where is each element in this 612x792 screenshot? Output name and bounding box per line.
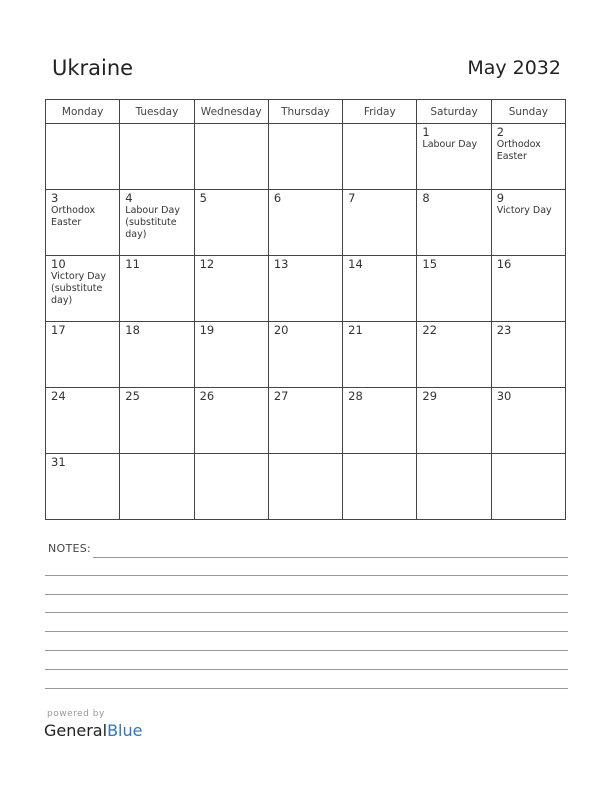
day-cell	[268, 454, 342, 520]
weekday-header: Wednesday	[194, 100, 268, 124]
holiday-label: Labour Day	[422, 139, 478, 150]
day-number: 12	[199, 257, 215, 271]
day-cell	[417, 256, 491, 322]
day-cell	[417, 322, 491, 388]
day-cell	[120, 388, 194, 454]
day-cell	[491, 322, 565, 388]
day-number: 25	[125, 389, 140, 403]
day-cell	[343, 388, 417, 454]
weekday-header: Friday	[343, 100, 417, 124]
day-number: 17	[51, 323, 66, 337]
day-number: 1	[422, 125, 430, 139]
note-line	[45, 612, 568, 613]
day-number: 23	[496, 323, 512, 337]
week-row	[46, 190, 566, 256]
day-cell	[120, 256, 194, 322]
weekday-header: Tuesday	[120, 100, 194, 124]
day-cell	[46, 124, 120, 190]
weekday-header: Sunday	[491, 100, 565, 124]
day-cell	[120, 322, 194, 388]
day-cell	[46, 256, 120, 322]
day-number: 6	[273, 191, 282, 205]
day-number: 16	[496, 257, 512, 271]
week-row	[46, 388, 566, 454]
day-number: 27	[273, 389, 289, 403]
note-line	[45, 575, 568, 576]
day-number: 7	[348, 191, 356, 205]
day-cell	[268, 322, 342, 388]
powered-by-text: powered by	[47, 709, 105, 719]
day-cell	[194, 322, 268, 388]
day-cell	[491, 454, 565, 520]
day-number: 29	[422, 389, 438, 403]
day-number: 3	[51, 191, 59, 205]
day-cell	[491, 388, 565, 454]
generalblue-logo[interactable]	[44, 721, 142, 740]
week-row	[46, 454, 566, 520]
day-number: 13	[273, 257, 289, 271]
day-cell	[268, 256, 342, 322]
day-number: 30	[496, 389, 512, 403]
week-row	[46, 256, 566, 322]
day-number: 8	[422, 191, 430, 205]
note-line	[45, 594, 568, 595]
day-cell	[194, 190, 268, 256]
notes-label: NOTES:	[48, 542, 92, 555]
day-cell	[491, 190, 565, 256]
day-cell	[268, 388, 342, 454]
day-number: 10	[51, 257, 66, 271]
day-cell	[491, 124, 565, 190]
holiday-label: Victory Day	[496, 205, 552, 216]
day-cell	[120, 454, 194, 520]
day-number: 5	[199, 191, 207, 205]
calendar-grid	[45, 99, 566, 520]
note-line	[93, 557, 568, 558]
day-cell	[491, 256, 565, 322]
day-cell	[343, 322, 417, 388]
holiday-label: Victory Day (substitute day)	[51, 271, 106, 306]
day-number: 21	[348, 323, 363, 337]
day-number: 14	[348, 257, 363, 271]
day-number: 18	[125, 323, 140, 337]
day-cell	[120, 190, 194, 256]
day-cell	[343, 256, 417, 322]
day-cell	[194, 388, 268, 454]
day-number: 22	[422, 323, 438, 337]
day-cell	[46, 322, 120, 388]
day-cell	[194, 124, 268, 190]
day-cell	[417, 388, 491, 454]
note-line	[45, 669, 568, 670]
day-cell	[46, 388, 120, 454]
day-cell	[194, 454, 268, 520]
day-cell	[417, 190, 491, 256]
day-number: 2	[496, 125, 505, 139]
weekday-header: Monday	[46, 100, 120, 124]
day-number: 28	[348, 389, 363, 403]
day-number: 9	[496, 191, 505, 205]
day-cell	[268, 124, 342, 190]
logo-blue: Blue	[107, 721, 143, 740]
day-number: 11	[125, 257, 140, 271]
note-line	[45, 688, 568, 689]
day-cell	[120, 124, 194, 190]
country-title: Ukraine	[52, 56, 134, 80]
day-number: 26	[199, 389, 215, 403]
day-number: 15	[422, 257, 438, 271]
month-year-title: May 2032	[467, 57, 561, 79]
day-cell	[46, 454, 120, 520]
day-number: 31	[51, 455, 66, 469]
note-line	[45, 631, 568, 632]
note-line	[45, 650, 568, 651]
day-number: 4	[125, 191, 133, 205]
day-number: 24	[51, 389, 66, 403]
logo-general: General	[44, 721, 108, 740]
week-row	[46, 322, 566, 388]
holiday-label: Orthodox Easter	[496, 139, 541, 162]
day-number: 19	[199, 323, 215, 337]
day-cell	[46, 190, 120, 256]
weekday-header: Thursday	[268, 100, 342, 124]
day-cell	[417, 124, 491, 190]
weekday-header: Saturday	[417, 100, 491, 124]
holiday-label: Orthodox Easter	[51, 205, 96, 228]
holiday-label: Labour Day (substitute day)	[125, 205, 180, 240]
day-cell	[417, 454, 491, 520]
week-row	[46, 124, 566, 190]
day-cell	[343, 190, 417, 256]
day-cell	[194, 256, 268, 322]
day-cell	[343, 454, 417, 520]
day-cell	[268, 190, 342, 256]
day-number: 20	[273, 323, 289, 337]
day-cell	[343, 124, 417, 190]
weekday-header-row	[46, 100, 566, 124]
